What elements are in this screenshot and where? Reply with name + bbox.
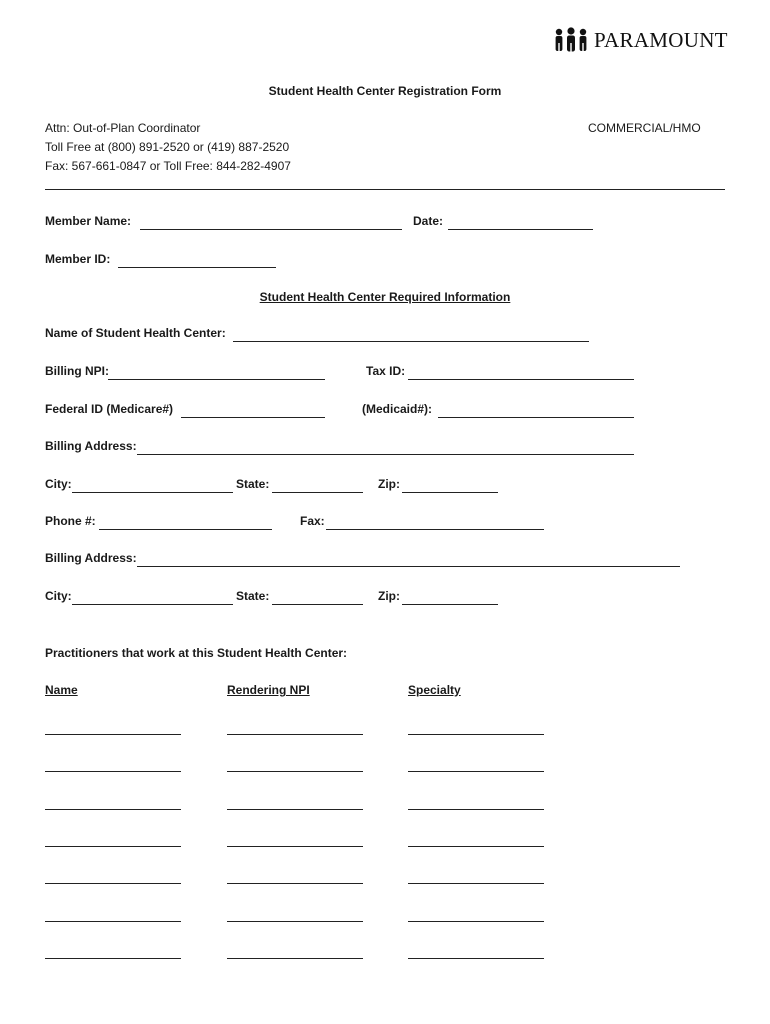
- practitioner-specialty-field[interactable]: [408, 809, 544, 810]
- practitioner-name-field[interactable]: [45, 921, 181, 922]
- practitioner-specialty-field[interactable]: [408, 921, 544, 922]
- practitioner-specialty-field[interactable]: [408, 734, 544, 735]
- toll-free-line: Toll Free at (800) 891-2520 or (419) 887-2520: [45, 140, 290, 154]
- practitioner-specialty-field[interactable]: [408, 883, 544, 884]
- state-2-field[interactable]: [272, 604, 363, 605]
- zip-field[interactable]: [402, 492, 498, 493]
- practitioner-rendering-npi-field[interactable]: [227, 734, 363, 735]
- practitioner-rendering-npi-field[interactable]: [227, 958, 363, 959]
- section-title: Student Health Center Required Information: [259, 290, 511, 304]
- billing-address-field[interactable]: [137, 454, 634, 455]
- phone-label: Phone #:: [45, 514, 96, 528]
- practitioner-rendering-npi-field[interactable]: [227, 883, 363, 884]
- billing-address-label: Billing Address:: [45, 439, 137, 453]
- center-name-field[interactable]: [233, 341, 589, 342]
- practitioner-name-field[interactable]: [45, 809, 181, 810]
- header-divider: [45, 189, 725, 190]
- practitioner-rendering-npi-field[interactable]: [227, 921, 363, 922]
- state-label: State:: [236, 477, 270, 491]
- fax-label: Fax:: [300, 514, 325, 528]
- city-2-field[interactable]: [72, 604, 233, 605]
- member-id-field[interactable]: [118, 267, 276, 268]
- center-name-label: Name of Student Health Center:: [45, 326, 226, 340]
- member-name-label: Member Name:: [45, 214, 132, 228]
- city-label: City:: [45, 477, 72, 491]
- people-group-icon: [554, 27, 588, 53]
- city-field[interactable]: [72, 492, 233, 493]
- practitioners-heading: Practitioners that work at this Student Health Center:: [45, 646, 348, 660]
- tax-id-label: Tax ID:: [366, 364, 406, 378]
- state-field[interactable]: [272, 492, 363, 493]
- col-header-rendering-npi: Rendering NPI: [227, 683, 310, 697]
- practitioner-specialty-field[interactable]: [408, 958, 544, 959]
- member-id-label: Member ID:: [45, 252, 111, 266]
- fax-line: Fax: 567-661-0847 or Toll Free: 844-282-4907: [45, 159, 291, 173]
- federal-id-label: Federal ID (Medicare#): [45, 402, 174, 416]
- billing-npi-field[interactable]: [108, 379, 325, 380]
- zip-2-field[interactable]: [402, 604, 498, 605]
- federal-id-field[interactable]: [181, 417, 325, 418]
- member-name-field[interactable]: [140, 229, 402, 230]
- col-header-name: Name: [45, 683, 78, 697]
- practitioner-rendering-npi-field[interactable]: [227, 809, 363, 810]
- city-2-label: City:: [45, 589, 72, 603]
- billing-npi-label: Billing NPI:: [45, 364, 109, 378]
- billing-address-2-field[interactable]: [137, 566, 680, 567]
- practitioner-name-field[interactable]: [45, 734, 181, 735]
- tax-id-field[interactable]: [408, 379, 634, 380]
- practitioner-specialty-field[interactable]: [408, 771, 544, 772]
- practitioner-name-field[interactable]: [45, 883, 181, 884]
- phone-field[interactable]: [99, 529, 272, 530]
- medicaid-label: (Medicaid#):: [362, 402, 433, 416]
- form-title: Student Health Center Registration Form: [268, 84, 502, 98]
- logo-wordmark: PARAMOUNT: [594, 27, 728, 52]
- col-header-specialty: Specialty: [408, 683, 461, 697]
- attn-line: Attn: Out-of-Plan Coordinator: [45, 121, 201, 135]
- billing-address-2-label: Billing Address:: [45, 551, 137, 565]
- zip-label: Zip:: [378, 477, 400, 491]
- fax-field[interactable]: [326, 529, 544, 530]
- practitioner-rendering-npi-field[interactable]: [227, 846, 363, 847]
- practitioner-name-field[interactable]: [45, 771, 181, 772]
- practitioner-name-field[interactable]: [45, 846, 181, 847]
- date-field[interactable]: [448, 229, 593, 230]
- plan-type: COMMERCIAL/HMO: [588, 121, 701, 135]
- medicaid-field[interactable]: [438, 417, 634, 418]
- date-label: Date:: [413, 214, 444, 228]
- practitioner-name-field[interactable]: [45, 958, 181, 959]
- zip-2-label: Zip:: [378, 589, 400, 603]
- paramount-logo: [554, 26, 728, 54]
- state-2-label: State:: [236, 589, 270, 603]
- practitioner-specialty-field[interactable]: [408, 846, 544, 847]
- practitioner-rendering-npi-field[interactable]: [227, 771, 363, 772]
